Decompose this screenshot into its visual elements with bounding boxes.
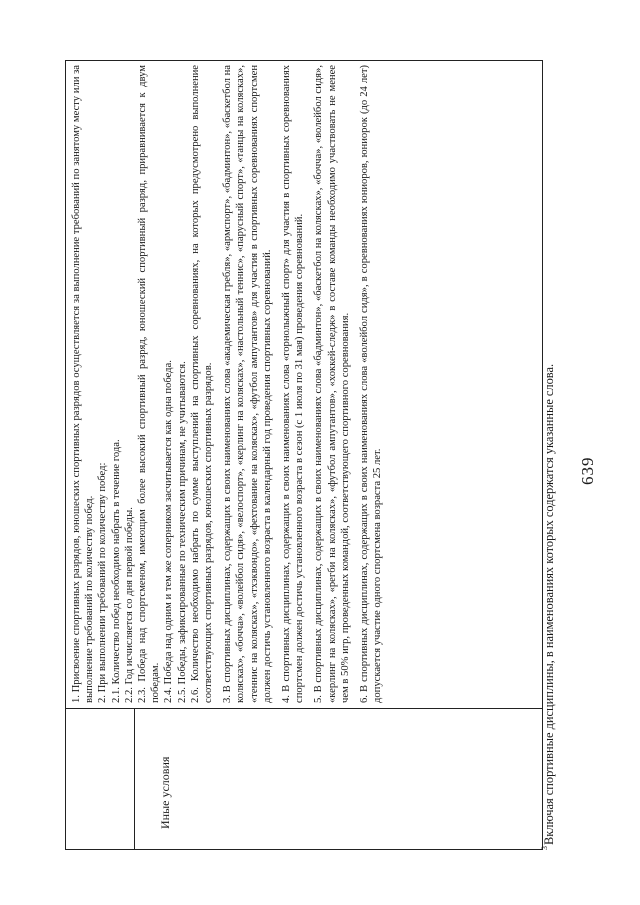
paragraph-2-1: 2.1. Количество побед необходимо набрать в течение года. xyxy=(110,439,122,703)
paragraph-2-4: 2.4. Победа над одним и тем же соперником засчитывается как одна победа. xyxy=(163,360,175,703)
paragraph-2-2: 2.2. Год исчисляется со дня первой победы. xyxy=(123,507,135,703)
paragraph-4: 4. В спортивных дисциплинах, содержащих в своих наименованиях слова «горнолыжный спорт» для участия в спортивных соревнованиях спортсмен должен достичь установленного возраста в сезон (с 1 июля по 31 мая) проведения соревнований. xyxy=(281,65,306,703)
paragraph-2-5: 2.5. Победы, зафиксированные по техническим причинам, не учитываются. xyxy=(176,361,188,703)
footnote-text: Включая спортивные дисциплины, в наименованиях которых содержатся указанные слова. xyxy=(542,363,556,845)
paragraph-3: 3. В спортивных дисциплинах, содержащих в своих наименованиях слова «академическая гребля», «армспорт», «бадминтон», «баскетбол на колясках», «бочча», «волейбол сидя», «велоспорт», «керлинг на колясках», «настольный теннис», «парусный спорт», «танцы на колясках», «теннис на колясках», «тхэквондо», «фехтование на колясках», «футбол ампутантов» для участия в спортивных соревнованиях спортсмен должен достичь установленного возраста в календарный год проведения спортивных соревнований. xyxy=(222,65,273,703)
footnote-marker: 3 xyxy=(540,846,549,850)
paragraph-5: 5. В спортивных дисциплинах, содержащих в своих наименованиях слова «бадминтон», «баскетбол на колясках», «бочча», «волейбол сидя», «керлинг на колясках», «регби на колясках», «футбол ампутантов», «хоккей-следж» в составе команды необходимо участвовать не менее чем в 50% игр, проведенных командой, соответствующего спортивного соревнования. xyxy=(313,65,351,703)
content-column xyxy=(66,61,542,709)
label-column xyxy=(66,708,542,849)
paragraph-2: 2. При выполнении требований по количеству побед: xyxy=(97,462,109,703)
row-divider xyxy=(134,709,135,849)
paragraph-2-6: 2.6. Количество необходимо набрать по сумме выступлений на спортивных соревнованиях, на которых предусмотрено выполнение соответствующих спортивных разрядов, юношеских спортивных разрядов. xyxy=(189,65,215,703)
footnote xyxy=(542,364,557,850)
page-number: 639 xyxy=(578,456,597,485)
row-label: Иные условия xyxy=(158,756,172,829)
conditions-table xyxy=(65,60,543,850)
paragraph-2-3: 2.3. Победа над спортсменом, имеющим более высокий спортивный разряд, юношеский спортивный разряд, приравнивается к двум победам. xyxy=(137,65,162,703)
paragraph-6: 6. В спортивных дисциплинах, содержащих в своих наименованиях слова «волейбол сидя», в соревнованиях юниоров, юниорок (до 24 лет) допускается участие одного спортсмена возраста 25 лет. xyxy=(359,65,384,703)
paragraph-1: 1. Присвоение спортивных разрядов, юношеских спортивных разрядов осуществляется за выполнение требований по занятому месту или за выполнение требований по количеству побед. xyxy=(71,65,96,703)
